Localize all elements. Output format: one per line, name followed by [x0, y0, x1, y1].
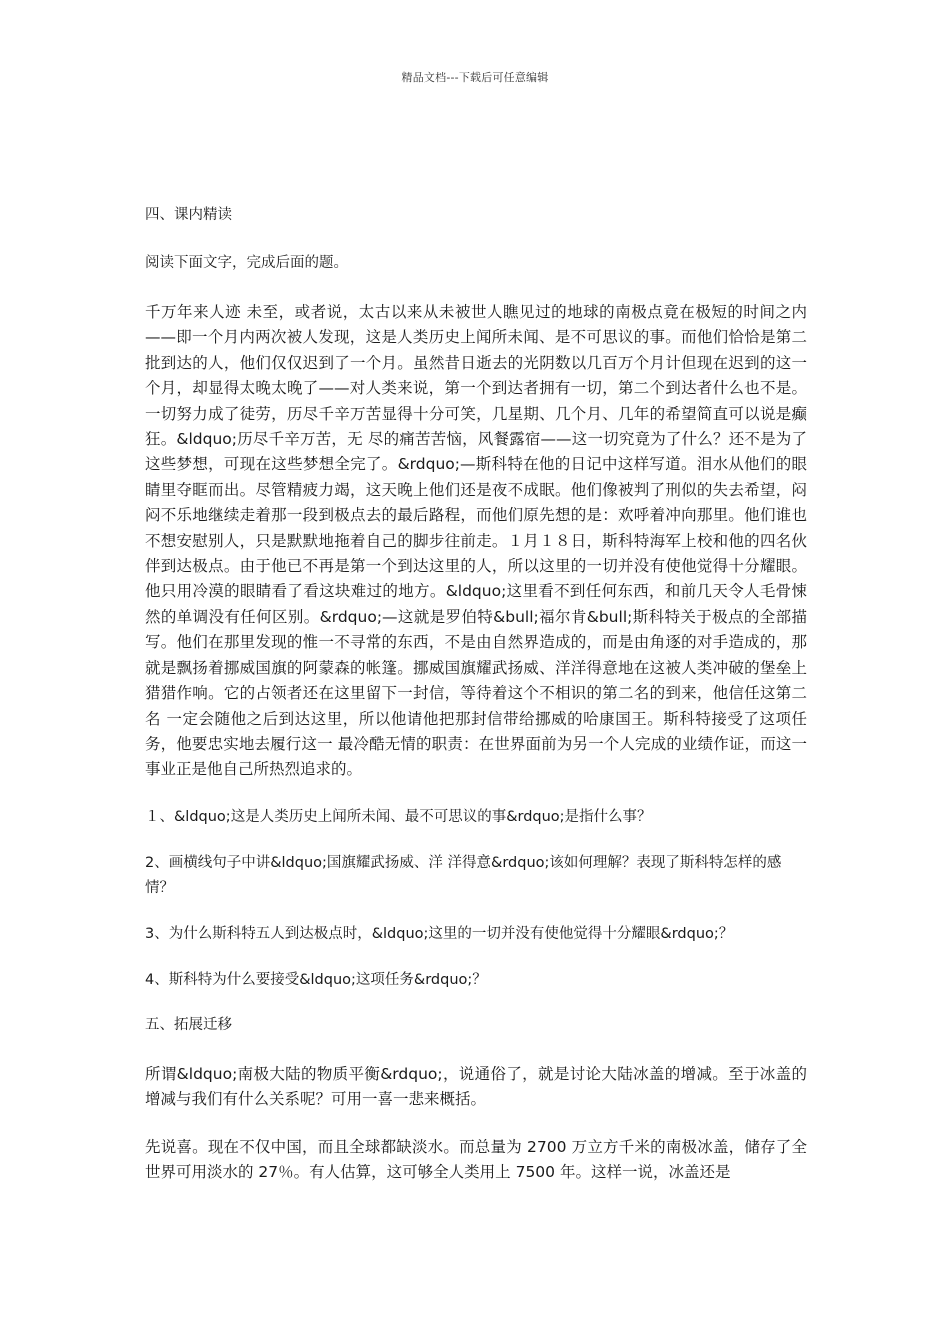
- question-4: 4、斯科特为什么要接受&ldquo;这项任务&rdquo;？: [145, 971, 487, 988]
- question-2: 2、画横线句子中讲&ldquo;国旗耀武扬威、洋 洋得意&rdquo;该如何理解？表现了斯科特怎样的感情？: [145, 854, 782, 896]
- question-1: １、&ldquo;这是人类历史上闻所未闻、最不可思议的事&rdquo;是指什么事？: [145, 808, 652, 825]
- extension-paragraph-2: 先说喜。现在不仅中国，而且全球都缺淡水。而总量为 2700 万立方千米的南极冰盖，储存了全世界可用淡水的 27％。有人估算，这可够全人类用上 7500 年。这样一说，冰盖还是: [145, 1137, 807, 1181]
- section-heading-5: 五、拓展迁移: [145, 1016, 232, 1033]
- document-body: [145, 204, 807, 1207]
- page-header: 精品文档---下载后可任意编辑: [401, 71, 549, 84]
- reading-passage: 千万年来人迹 未至，或者说，太古以来从未被世人瞧见过的地球的南极点竟在极短的时间之内——即一个月内两次被人发现，这是人类历史上闻所未闻、是不可思议的事。而他们恰恰是第二批到达的人，他们仅仅迟到了一个月。虽然昔日逝去的光阴数以几百万个月计但现在迟到的这一个月，却显得太晚太晚了——对人类来说，第一个到达者拥有一切，第二个到达者什么也不是。一切努力成了徒劳，历尽千辛万苦显得十分可笑，几星期、几个月、几年的希望简直可以说是癫狂。&ldquo;历尽千辛万苦，无 尽的痛苦苦恼，风餐露宿——这一切究竟为了什么？还不是为了这些梦想，可现在这些梦想全完了。&rdquo;—斯科特在他的日记中这样写道。泪水从他们的眼睛里夺眶而出。尽管精疲力竭，这天晚上他们还是夜不成眠。他们像被判了刑似的失去希望，闷闷不乐地继续走着那一段到极点去的最后路程，而他们原先想的是：欢呼着冲向那里。他们谁也不想安慰别人，只是默默地拖着自己的脚步往前走。１月１８日，斯科特海军上校和他的四名伙伴到达极点。由于他已不再是第一个到达这里的人，所以这里的一切并没有使他觉得十分耀眼。他只用冷漠的眼睛看了看这块难过的地方。&ldquo;这里看不到任何东西，和前几天令人毛骨悚然的单调没有任何区别。&rdquo;—这就是罗伯特&bull;福尔肯&bull;斯科特关于极点的全部描写。他们在那里发现的惟一不寻常的东西，不是由自然界造成的，而是由角逐的对手造成的，那就是飘扬着挪威国旗的阿蒙森的帐篷。挪威国旗耀武扬威、洋洋得意地在这被人类冲破的堡垒上猎猎作响。它的占领者还在这里留下一封信，等待着这个不相识的第二名的到来，他信任这第二名 一定会随他之后到达这里，所以他请他把那封信带给挪威的哈康国王。斯科特接受了这项任务，他要忠实地去履行这一 最冷酷无情的职责：在世界面前为另一个人完成的业绩作证，而这一事业正是他自己所热烈追求的。: [145, 303, 807, 779]
- extension-paragraph-1: 所谓&ldquo;南极大陆的物质平衡&rdquo;，说通俗了，就是讨论大陆冰盖的增减。至于冰盖的增减与我们有什么关系呢？可用一喜一悲来概括。: [145, 1064, 807, 1109]
- question-3: 3、为什么斯科特五人到达极点时，&ldquo;这里的一切并没有使他觉得十分耀眼&rdquo;？: [145, 925, 734, 942]
- section-heading-4: 四、课内精读: [145, 207, 232, 223]
- reading-instruction: 阅读下面文字，完成后面的题。: [145, 255, 348, 271]
